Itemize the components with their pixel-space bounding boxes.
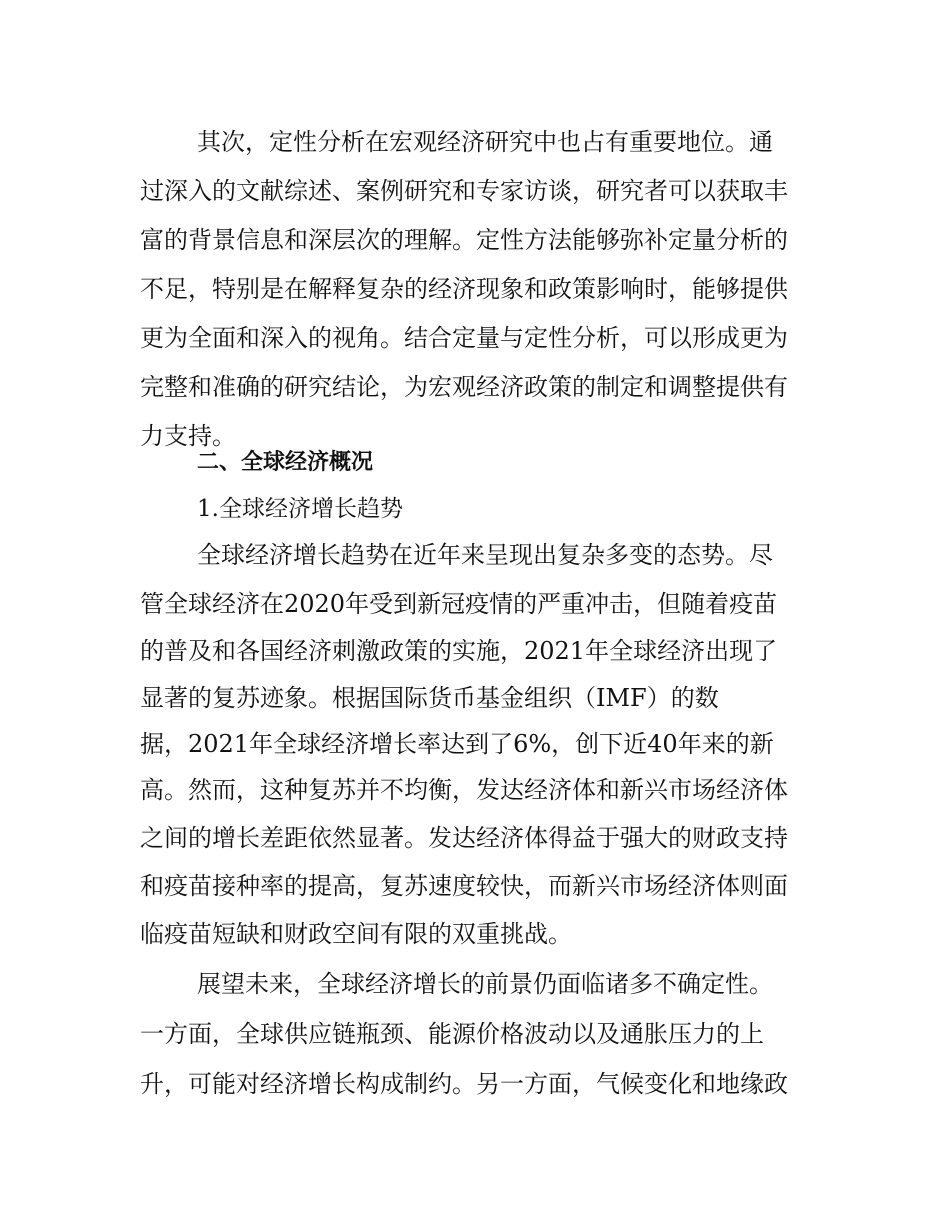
paragraph-2-line-2: 管全球经济在2020年受到新冠疫情的严重冲击，但随着疫苗 [140,590,778,618]
paragraph-2-line-9: 临疫苗短缺和财政空间有限的双重挑战。 [140,920,572,948]
paragraph-1-line-7: 力支持。 [140,422,236,450]
paragraph-3-line-1: 展望未来，全球经济增长的前景仍面临诸多不确定性。 [197,970,773,998]
paragraph-1-line-4: 不足，特别是在解释复杂的经济现象和政策影响时，能够提供 [140,275,788,303]
paragraph-3-line-3: 升，可能对经济增长构成制约。另一方面，气候变化和地缘政 [140,1070,788,1098]
paragraph-2-line-3: 的普及和各国经济刺激政策的实施，2021年全球经济出现了 [140,637,778,665]
section-heading: 二、全球经济概况 [197,450,374,475]
paragraph-2-line-6: 高。然而，这种复苏并不均衡，发达经济体和新兴市场经济体 [140,776,788,804]
paragraph-1-line-2: 过深入的文献综述、案例研究和专家访谈，研究者可以获取丰 [140,177,788,205]
subsection-heading: 1.全球经济增长趋势 [197,496,403,522]
paragraph-2-line-8: 和疫苗接种率的提高，复苏速度较快，而新兴市场经济体则面 [140,872,788,900]
paragraph-2-line-5: 据，2021年全球经济增长率达到了6%，创下近40年来的新 [140,730,774,758]
paragraph-2-line-4: 显著的复苏迹象。根据国际货币基金组织（IMF）的数 [140,684,719,712]
paragraph-1-line-6: 完整和准确的研究结论，为宏观经济政策的制定和调整提供有 [140,373,788,401]
paragraph-3-line-2: 一方面，全球供应链瓶颈、能源价格波动以及通胀压力的上 [140,1020,764,1048]
paragraph-2-line-1: 全球经济增长趋势在近年来呈现出复杂多变的态势。尽 [197,541,773,569]
paragraph-2-line-7: 之间的增长差距依然显著。发达经济体得益于强大的财政支持 [140,824,788,852]
paragraph-1-line-1: 其次，定性分析在宏观经济研究中也占有重要地位。通 [197,128,773,156]
paragraph-1-line-5: 更为全面和深入的视角。结合定量与定性分析，可以形成更为 [140,324,788,352]
paragraph-1-line-3: 富的背景信息和深层次的理解。定性方法能够弥补定量分析的 [140,226,788,254]
